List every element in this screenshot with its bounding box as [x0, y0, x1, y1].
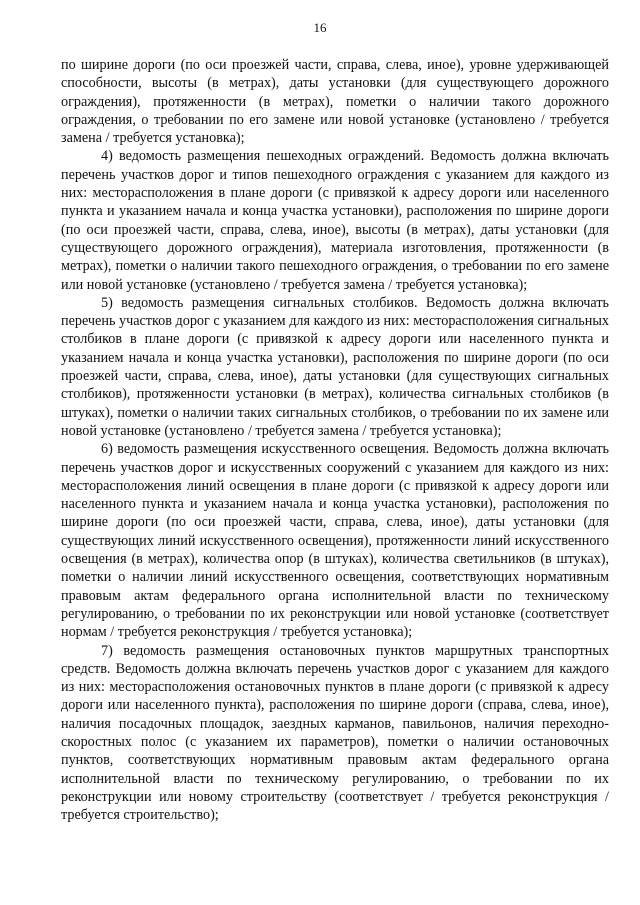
paragraph-item-5: 5) ведомость размещения сигнальных столбиков. Ведомость должна включать перечень участков дорог с указанием для каждого из них: месторасположения сигнальных столбиков в плане дороги (с привязкой к адресу дороги или населенного пункта и указанием начала и конца участка установки), расположения по ширине дороги (по оси проезжей части, справа, слева, иное), даты установки (для существующих сигнальных столбиков), протяженности установки (в метрах), количества сигнальных столбиков (в штуках), пометки о наличии таких сигнальных столбиков, о требовании по их замене или новой установке (установлено / требуется замена / требуется установка); — [61, 294, 609, 439]
paragraph-item-7: 7) ведомость размещения остановочных пунктов маршрутных транспортных средств. Ведомость должна включать перечень участков дорог с указанием для каждого из них: месторасположения остановочных пунктов в плане дороги (с привязкой к адресу дороги или населенного пункта), расположения по ширине дороги (справа, слева, иное), наличия посадочных площадок, заездных карманов, павильонов, наличия переходно-скоростных полос (с указанием их параметров), пометки о наличии остановочных пунктов, соответствующих нормативным правовым актам федерального органа исполнительной власти по техническому регулированию, о требовании по их реконструкции или новому строительству (соответствует / требуется реконструкция / требуется строительство); — [61, 642, 609, 824]
paragraph-item-6: 6) ведомость размещения искусственного освещения. Ведомость должна включать перечень участков дорог и искусственных сооружений с указанием для каждого из них: месторасположения линий освещения в плане дороги (с привязкой к адресу дороги или населенного пункта и указанием начала и конца участка установки), расположения по ширине дороги (по оси проезжей части, справа, слева, иное), даты установки (для существующих линий искусственного освещения), протяженности линий искусственного освещения (в метрах), количества опор (в штуках), количества светильников (в штуках), пометки о наличии линий искусственного освещения, соответствующих нормативным правовым актам федерального органа исполнительной власти по техническому регулированию, о требовании по их реконструкции или новой установке (соответствует нормам / требуется реконструкция / требуется установка); — [61, 441, 609, 641]
paragraph-item-4: 4) ведомость размещения пешеходных ограждений. Ведомость должна включать перечень участков дорог и типов пешеходного ограждения с указанием для каждого из них: месторасположения в плане дороги (с привязкой к адресу дороги или населенного пункта и указанием начала и конца участка установки), расположения по ширине дороги (по оси проезжей части, справа, слева, иное), высоты (в метрах), даты установки (для существующего дорожного ограждения), материала изготовления, протяженности (в метрах), пометки о наличии такого пешеходного ограждения, о требовании по его замене или новой установке (установлено / требуется замена / требуется установка); — [61, 148, 609, 293]
document-body — [61, 56, 609, 824]
paragraph-continuation: по ширине дороги (по оси проезжей части, справа, слева, иное), уровне удерживающей способности, высоты (в метрах), даты установки (для существующего дорожного ограждения), протяженности (в метрах), пометки о наличии такого дорожного ограждения, о требовании по его замене или новой установке (установлено / требуется замена / требуется установка); — [61, 57, 609, 147]
page-number: 16 — [313, 20, 327, 35]
